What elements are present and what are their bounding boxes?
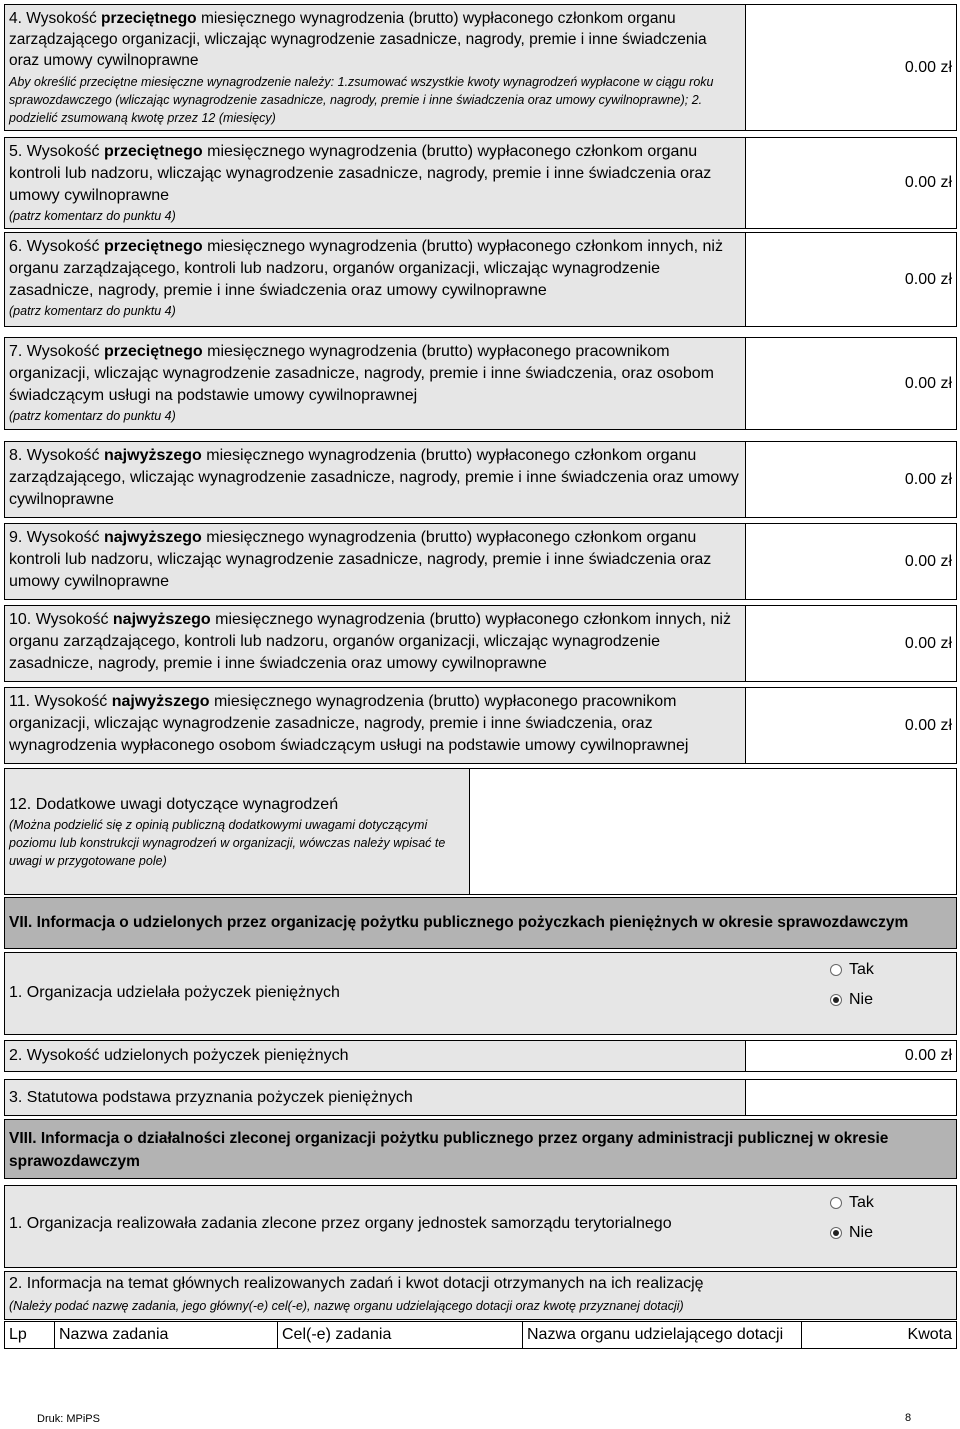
- section-7-header: [4, 897, 957, 949]
- remarks-input[interactable]: [469, 768, 957, 895]
- row-7: [4, 337, 957, 430]
- remarks-label-cell: [4, 768, 470, 895]
- loans-option-tak-label: Tak: [849, 961, 874, 978]
- tasks-option-nie-label: Nie: [849, 1224, 874, 1241]
- footer-page-number: 8: [905, 1412, 912, 1424]
- radio-circle-icon: [830, 964, 842, 976]
- col-task-name: Nazwa zadania: [54, 1321, 278, 1349]
- section-7-q3-label: 3. Statutowa podstawa przyznania pożyczek pieniężnych: [9, 1089, 413, 1106]
- loans-amount-cell[interactable]: [745, 1040, 957, 1072]
- row-10-value-cell[interactable]: [745, 605, 957, 682]
- row-6-note: (patrz komentarz do punktu 4): [9, 304, 176, 318]
- row-label-keyword: przeciętnego: [104, 343, 203, 360]
- section-7-q1-label: 1. Organizacja udzielała pożyczek pieniężnych: [9, 984, 340, 1001]
- loans-radio-tak[interactable]: [830, 955, 874, 985]
- row-label-keyword: najwyższego: [111, 693, 210, 710]
- section-7-title: VII. Informacja o udzielonych przez organizację pożytku publicznego pożyczkach pieniężnych w okresie sprawozdawczym: [9, 914, 909, 931]
- row-8-value-cell[interactable]: [745, 441, 957, 518]
- section-8-q2-label: 2. Informacja na temat głównych realizowanych zadań i kwot dotacji otrzymanych na ich realizację: [9, 1275, 704, 1292]
- radio-selected-icon: [830, 1227, 842, 1239]
- row-10-label: 10. Wysokość najwyższego miesięcznego wynagrodzenia (brutto) wypłaconego członkom innych, niż organu zarządzającego, kontroli lub nadzoru, organów organizacji, wliczając wynagrodzenie zasadnicze, nagrody, premie i inne świadczenia oraz umowy cywilnoprawne: [9, 611, 731, 672]
- row-5-value: 0.00 zł: [904, 174, 952, 191]
- col-amount: Kwota: [801, 1321, 957, 1349]
- row-5-label: 5. Wysokość przeciętnego miesięcznego wynagrodzenia (brutto) wypłaconego członkom organu kontroli lub nadzoru, wliczając wynagrodzenie zasadnicze, nagrody, premie i inne świadczenia oraz umowy cywilnoprawne: [9, 143, 712, 204]
- row-7-note: (patrz komentarz do punktu 4): [9, 409, 176, 423]
- row-11-label-cell: [4, 687, 746, 764]
- section-8-q1: [4, 1185, 957, 1268]
- row-8-value: 0.00 zł: [904, 470, 952, 488]
- row-label-keyword: przeciętnego: [104, 143, 203, 160]
- loans-basis-input[interactable]: [745, 1079, 957, 1116]
- row-6: [4, 232, 957, 327]
- row-6-value: 0.00 zł: [904, 270, 952, 288]
- section-8-q2: [4, 1271, 957, 1320]
- row-10-value: 0.00 zł: [904, 634, 952, 652]
- section-7-q3: [4, 1079, 957, 1116]
- row-11-value-cell[interactable]: [745, 687, 957, 764]
- row-8-label-cell: [4, 441, 746, 518]
- row-label-keyword: przeciętnego: [104, 238, 203, 255]
- loans-radio-group: [830, 955, 874, 1015]
- section-8-q1-label: 1. Organizacja realizowała zadania zlecone przez organy jednostek samorządu terytorialnego: [9, 1215, 672, 1232]
- row-5-label-cell: [4, 137, 746, 229]
- remarks-row: [4, 768, 957, 895]
- row-4: [4, 4, 957, 131]
- row-7-value: 0.00 zł: [904, 374, 952, 392]
- section-8-header: [4, 1119, 957, 1179]
- row-label-keyword: przeciętnego: [101, 10, 197, 27]
- col-task-goals: Cel(-e) zadania: [277, 1321, 523, 1349]
- row-7-label: 7. Wysokość przeciętnego miesięcznego wynagrodzenia (brutto) wypłaconego pracownikom organizacji, wliczając wynagrodzenie zasadnicze, nagrody, premie i inne świadczenia, oraz osobom świadczącym usługi na podstawie umowy cywilnoprawnej: [9, 343, 714, 404]
- col-grantor: Nazwa organu udzielającego dotacji: [522, 1321, 802, 1349]
- col-lp: Lp: [4, 1321, 55, 1349]
- section-8-title: VIII. Informacja o działalności zleconej organizacji pożytku publicznego przez organy administracji publicznej w okresie sprawozdawczym: [9, 1130, 889, 1170]
- row-8-label: 8. Wysokość najwyższego miesięcznego wynagrodzenia (brutto) wypłaconego członkom organu zarządzającego, wliczając wynagrodzenie zasadnicze, nagrody, premie i inne świadczenia oraz umowy cywilnoprawne: [9, 447, 739, 508]
- row-label-keyword: najwyższego: [104, 529, 202, 546]
- row-4-value: 0.00 zł: [904, 58, 952, 76]
- row-7-value-cell[interactable]: [745, 337, 957, 430]
- row-4-value-cell[interactable]: [745, 4, 957, 131]
- section-7-q2-label: 2. Wysokość udzielonych pożyczek pieniężnych: [9, 1047, 349, 1064]
- radio-circle-icon: [830, 1197, 842, 1209]
- row-11-label: 11. Wysokość najwyższego miesięcznego wynagrodzenia (brutto) wypłaconego pracownikom organizacji, wliczając wynagrodzenie zasadnicze, nagrody, premie i inne świadczenia, oraz wynagrodzenia wypłaconego osobom świadczącym usługi na podstawie umowy cywilnoprawnej: [9, 693, 689, 754]
- remarks-label: 12. Dodatkowe uwagi dotyczące wynagrodzeń: [9, 796, 339, 813]
- row-6-label-cell: [4, 232, 746, 327]
- row-6-label: 6. Wysokość przeciętnego miesięcznego wynagrodzenia (brutto) wypłaconego członkom innych, niż organu zarządzającego, kontroli lub nadzoru, organów organizacji, wliczając wynagrodzenie zasadnicze, nagrody, premie i inne świadczenia oraz umowy cywilnoprawne: [9, 238, 723, 299]
- row-9-value-cell[interactable]: [745, 523, 957, 600]
- row-4-label-cell: [4, 4, 746, 131]
- row-5-note: (patrz komentarz do punktu 4): [9, 209, 176, 223]
- tasks-table-header: [4, 1321, 957, 1349]
- row-9-label: 9. Wysokość najwyższego miesięcznego wynagrodzenia (brutto) wypłaconego członkom organu kontroli lub nadzoru, wliczając wynagrodzenie zasadnicze, nagrody, premie i inne świadczenia oraz umowy cywilnoprawne: [9, 529, 712, 590]
- row-11-value: 0.00 zł: [904, 716, 952, 734]
- row-label-keyword: najwyższego: [112, 611, 211, 628]
- row-5-value-cell[interactable]: [745, 137, 957, 229]
- section-7-q2: [4, 1040, 957, 1072]
- tasks-radio-group: [830, 1188, 874, 1248]
- row-11: [4, 687, 957, 764]
- row-9-label-cell: [4, 523, 746, 600]
- row-7-label-cell: [4, 337, 746, 430]
- row-4-note: Aby określić przeciętne miesięczne wynagrodzenie należy: 1.zsumować wszystkie kwoty wynagrodzeń wypłacone w ciągu roku sprawozdawczego (wliczając wynagrodzenie zasadnicze, nagrody, premie i inne świadczenia oraz umowy cywilnoprawne); 2. podzielić zsumowaną kwotę przez 12 (miesięcy): [9, 75, 714, 125]
- row-10: [4, 605, 957, 682]
- radio-selected-icon: [830, 994, 842, 1006]
- row-5: [4, 137, 957, 229]
- row-6-value-cell[interactable]: [745, 232, 957, 327]
- tasks-radio-tak[interactable]: [830, 1188, 874, 1218]
- row-9: [4, 523, 957, 600]
- tasks-option-tak-label: Tak: [849, 1194, 874, 1211]
- row-4-label: 4. Wysokość przeciętnego miesięcznego wynagrodzenia (brutto) wypłaconego członkom organu zarządzającego organizacji, wliczając wynagrodzenie zasadnicze, nagrody, premie i inne świadczenia oraz umowy cywilnoprawne: [9, 10, 707, 69]
- tasks-radio-nie[interactable]: [830, 1218, 874, 1248]
- remarks-note: (Można podzielić się z opinią publiczną dodatkowymi uwagami dotyczącymi poziomu lub konstrukcji wynagrodzeń w organizacji, wówczas należy wpisać te uwagi w przygotowane pole): [9, 818, 446, 868]
- loans-option-nie-label: Nie: [849, 991, 874, 1008]
- row-label-keyword: najwyższego: [104, 447, 202, 464]
- row-9-value: 0.00 zł: [904, 552, 952, 570]
- loans-amount-value: 0.00 zł: [904, 1047, 952, 1064]
- row-10-label-cell: [4, 605, 746, 682]
- section-7-q1: [4, 952, 957, 1035]
- section-8-q2-note: (Należy podać nazwę zadania, jego główny(-e) cel(-e), nazwę organu udzielającego dotacji oraz kwotę przyznanej dotacji): [9, 1299, 684, 1313]
- loans-radio-nie[interactable]: [830, 985, 874, 1015]
- footer-print: Druk: MPiPS: [37, 1413, 100, 1425]
- row-8: [4, 441, 957, 518]
